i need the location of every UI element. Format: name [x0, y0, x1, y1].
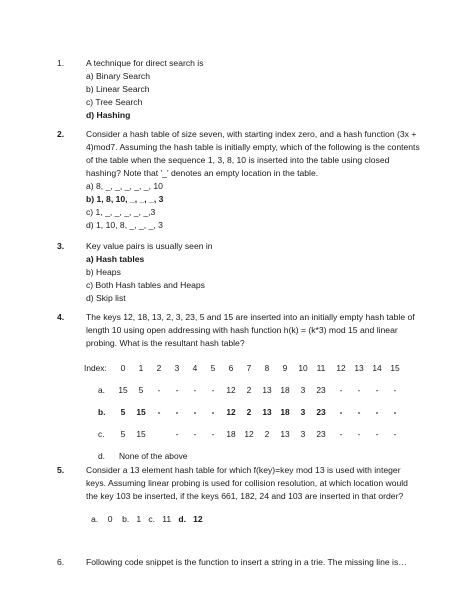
option-b-label: b. [122, 514, 130, 524]
option-d-label: d. [98, 451, 105, 461]
table-cell: 23 [316, 429, 326, 439]
index-cell: 14 [372, 363, 382, 373]
table-cell: - [211, 407, 215, 417]
question-number: 3. [57, 241, 65, 251]
question-number: 5. [57, 465, 65, 475]
option-c-label: c. [98, 429, 105, 439]
table-cell: - [375, 385, 379, 395]
table-cell: - [357, 407, 361, 417]
option-b-label: b. [98, 407, 106, 417]
question-number: 4. [57, 312, 65, 322]
table-cell: 23 [316, 407, 326, 417]
table-cell: 12 [226, 407, 236, 417]
table-cell: 18 [226, 429, 236, 439]
question-number: 1. [57, 58, 65, 68]
table-cell: - [339, 429, 343, 439]
option-a-answer: a) Hash tables [86, 254, 145, 264]
table-cell: 15 [136, 407, 146, 417]
question-stem: Following code snippet is the function to insert a string in a trie. The missing line is… [86, 557, 407, 567]
index-cell: 0 [120, 363, 126, 373]
index-cell: 3 [174, 363, 180, 373]
table-cell: - [357, 429, 361, 439]
question-stem: Consider a 13 element hash table for which f(key)=key mod 13 is used with integer keys. Assuming linear probing is used for collision resolution, at which location would the key 103 be inserted, if the keys 661, 182, 24 and 103 are inserted in that order? [86, 465, 408, 501]
table-cell: 3 [300, 385, 306, 395]
table-cell: - [393, 385, 397, 395]
table-cell: 5 [120, 407, 126, 417]
table-cell: - [339, 407, 343, 417]
table-cell: 13 [262, 407, 272, 417]
option-a: a) Binary Search [86, 71, 151, 81]
option-c-value: 11 [162, 514, 172, 524]
index-cell: 9 [282, 363, 288, 373]
table-cell: - [211, 385, 215, 395]
table-cell: 12 [226, 385, 236, 395]
question-stem: Consider a hash table of size seven, with starting index zero, and a hash function (3x + 4)mod7. Assuming the hash table is initially empty, which of the following is the contents of the table when the sequence 1, 3, 8, 10 is inserted into the table using closed hashing? Note that '_' denotes an empty location in the table. [86, 129, 420, 178]
table-cell: - [157, 407, 161, 417]
table-cell: 13 [280, 429, 290, 439]
option-c-label: c. [148, 514, 156, 524]
table-cell: - [193, 429, 197, 439]
table-cell: - [375, 429, 379, 439]
question-number: 2. [57, 129, 65, 139]
question-stem: Key value pairs is usually seen in [86, 241, 213, 251]
table-cell: 15 [118, 385, 128, 395]
option-c: c) Both Hash tables and Heaps [86, 280, 205, 290]
question-number: 6. [57, 557, 65, 567]
question-stem: The keys 12, 18, 13, 2, 3, 23, 5 and 15 are inserted into an initially empty hash table of length 10 using open addressing with hash function h(k) = (k*3) mod 15 and linear probing. What is the resultant hash table? [86, 312, 415, 348]
table-cell: 12 [244, 429, 254, 439]
table-cell: 23 [316, 385, 326, 395]
option-d: d) 1, 10, 8, _, _, _, 3 [86, 220, 163, 230]
option-a: a) 8, _, _, _, _, _, 10 [86, 181, 163, 191]
option-a-label: a. [91, 514, 99, 524]
table-cell: - [175, 407, 179, 417]
table-cell: - [175, 429, 179, 439]
table-cell: 3 [300, 429, 306, 439]
table-cell: 18 [280, 385, 290, 395]
option-b-value: 1 [136, 514, 142, 524]
index-cell: 5 [210, 363, 216, 373]
option-d-text: None of the above [119, 451, 188, 461]
table-cell: 15 [136, 429, 146, 439]
question-stem: A technique for direct search is [86, 58, 204, 68]
option-b: b) Linear Search [86, 84, 150, 94]
option-c: c) 1, _, _, _, _, _,3 [86, 207, 156, 217]
table-cell: 5 [138, 385, 144, 395]
index-cell: 7 [246, 363, 252, 373]
option-b-answer: b) 1, 8, 10, _, _, _, 3 [86, 194, 164, 204]
index-label: Index: [84, 363, 107, 373]
index-cell: 10 [298, 363, 308, 373]
table-cell: 13 [262, 385, 272, 395]
option-a-value: 0 [107, 514, 113, 524]
index-cell: 6 [228, 363, 234, 373]
option-d-label: d. [178, 514, 186, 524]
table-cell: - [393, 429, 397, 439]
table-cell: 3 [300, 407, 306, 417]
option-c: c) Tree Search [86, 97, 143, 107]
table-cell: - [339, 385, 343, 395]
option-d-answer: d) Hashing [86, 110, 131, 120]
index-cell: 15 [390, 363, 400, 373]
table-cell: - [193, 407, 197, 417]
table-cell: 18 [280, 407, 290, 417]
index-cell: 8 [264, 363, 270, 373]
index-cell: 13 [354, 363, 364, 373]
question-5-options [91, 514, 203, 524]
table-cell: 5 [120, 429, 126, 439]
table-cell: - [175, 385, 179, 395]
index-cell: 2 [156, 363, 162, 373]
table-cell: 2 [264, 429, 270, 439]
index-cell: 12 [336, 363, 346, 373]
option-d-value-answer: 12 [193, 514, 203, 524]
table-cell: - [393, 407, 397, 417]
index-cell: 4 [192, 363, 198, 373]
table-cell: - [375, 407, 379, 417]
table-cell: - [193, 385, 197, 395]
index-cell: 11 [316, 363, 326, 373]
table-cell: - [357, 385, 361, 395]
table-cell: - [211, 429, 215, 439]
option-a-label: a. [98, 385, 105, 395]
table-cell: 2 [246, 385, 252, 395]
table-cell: - [157, 385, 161, 395]
option-d: d) Skip list [86, 293, 126, 303]
option-b: b) Heaps [86, 267, 121, 277]
table-cell: 2 [246, 407, 252, 417]
index-cell: 1 [138, 363, 144, 373]
